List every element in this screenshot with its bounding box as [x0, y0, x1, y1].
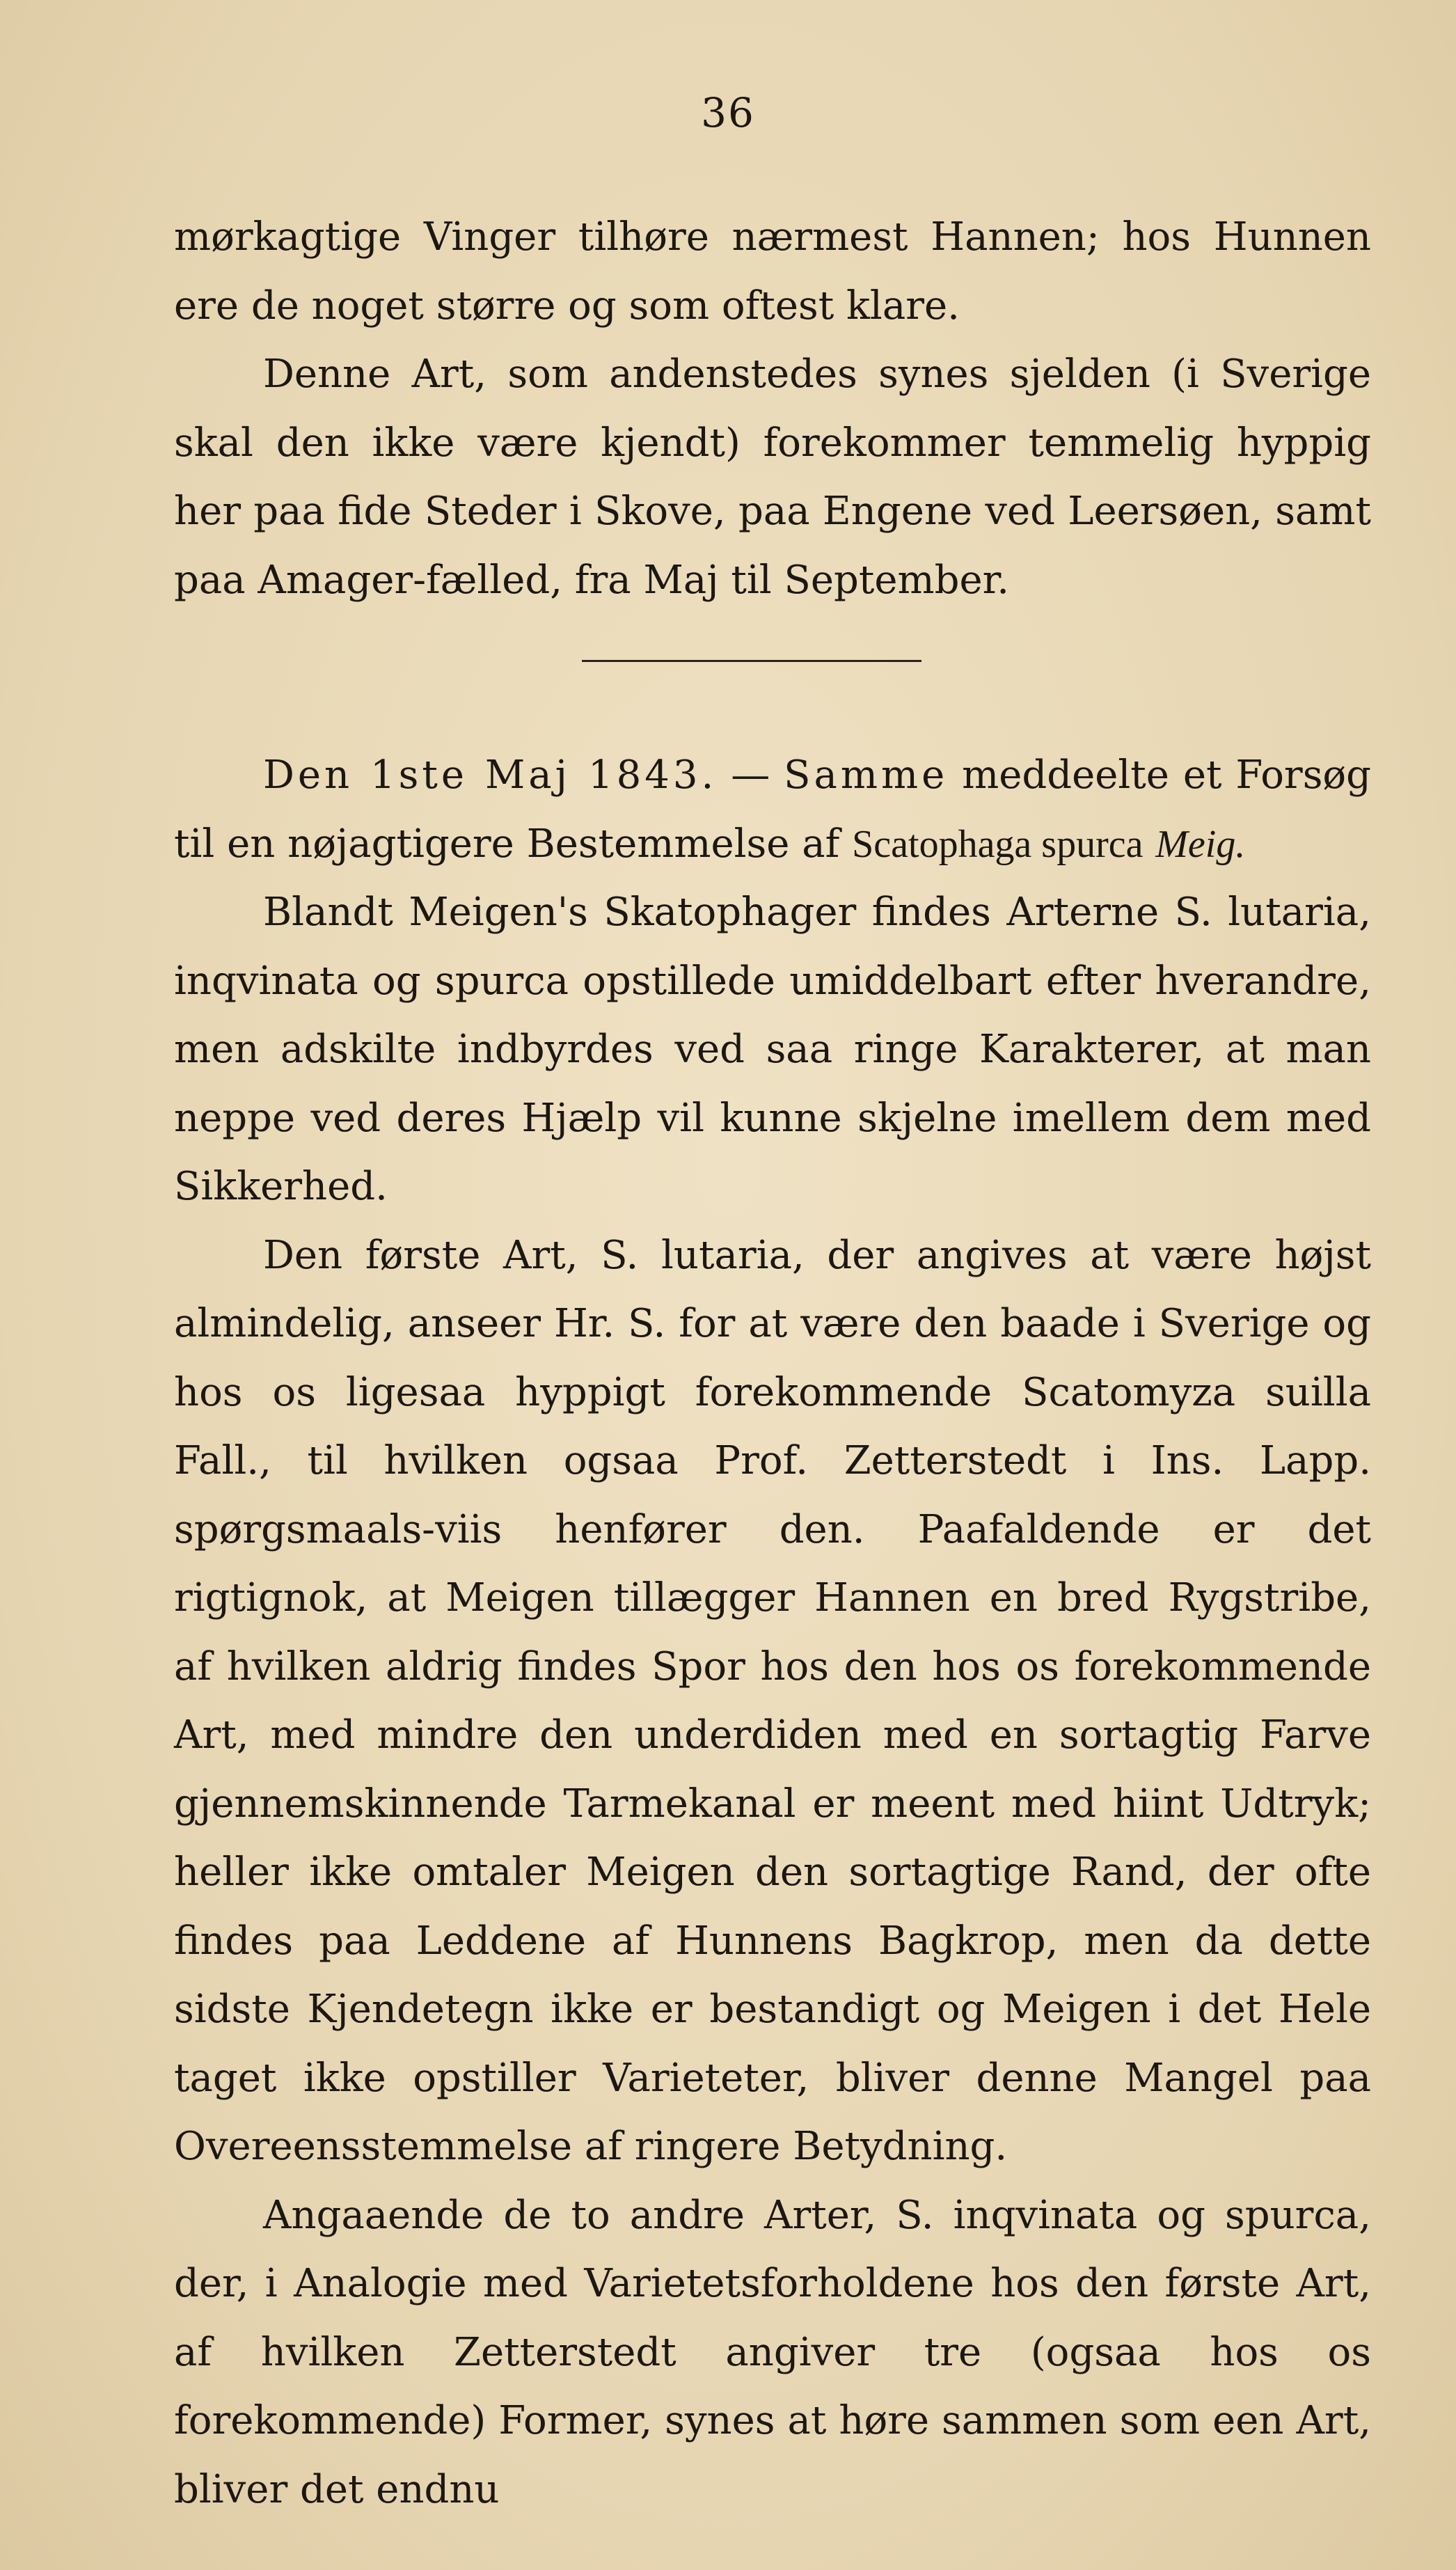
section-divider — [582, 660, 921, 662]
meeting-date: Den 1ste Maj 1843. — [263, 752, 718, 798]
heading-dash: — — [717, 752, 784, 798]
meeting-heading-paragraph — [174, 741, 1371, 878]
section-1-text — [174, 203, 1371, 615]
page-number: 36 — [701, 89, 755, 136]
paragraph: Angaaende de to andre Arter, S. inqvinata og spurca, der, i Analogie med Varietetsforholdene hos den første Art, af hvilken Zetterstedt angiver tre (ogsaa hos os forekommende) Former, synes at høre sammen som een Art, bliver det endnu — [174, 2192, 1371, 2512]
species-author: Meig. — [1155, 822, 1246, 866]
paragraph: Den første Art, S. lutaria, der angives at være højst almindelig, anseer Hr. S. for at være den baade i Sverige og hos os ligesaa hyppigt forekommende Scatomyza suilla Fall., til hvilken ogsaa Prof. Zetterstedt i Ins. Lapp. spørgsmaals-viis henfører den. Paafaldende er det rigtignok, at Meigen tillægger Hannen en bred Rygstribe, af hvilken aldrig findes Spor hos den hos os forekommende Art, med mindre den underdiden med en sortagtig Farve gjennemskinnende Tarmekanal er meent med hiint Udtryk; heller ikke omtaler Meigen den sortagtige Rand, der ofte findes paa Leddene af Hunnens Bagkrop, men da dette sidste Kjendetegn ikke er bestandigt og Meigen i det Hele taget ikke opstiller Varieteter, bliver denne Mangel paa Overeensstemmelse af ringere Betydning. — [174, 1232, 1371, 2169]
paragraph: mørkagtige Vinger tilhøre nærmest Hannen; hos Hunnen ere de noget større og som oftest klare. — [174, 214, 1371, 329]
species-name: Scatophaga spurca — [852, 822, 1144, 866]
paragraph: Denne Art, som andenstedes synes sjelden (i Sverige skal den ikke være kjendt) forekommer temmelig hyppig her paa fide Steder i Skove, paa Engene ved Leersøen, samt paa Amager-fælled, fra Maj til September. — [174, 352, 1371, 603]
paragraph: Blandt Meigen's Skatophager findes Arterne S. lutaria, inqvinata og spurca opstillede umiddelbart efter hverandre, men adskilte indbyrdes ved saa ringe Karakterer, at man neppe ved deres Hjælp vil kunne skjelne imellem dem med Sikkerhed. — [174, 890, 1371, 1209]
presenter-name: Samme — [784, 752, 949, 798]
heading-text: meddeelte et Forsøg til en nøjagtigere Bestemmelse af — [174, 752, 1371, 867]
section-2-text — [174, 741, 1371, 2524]
